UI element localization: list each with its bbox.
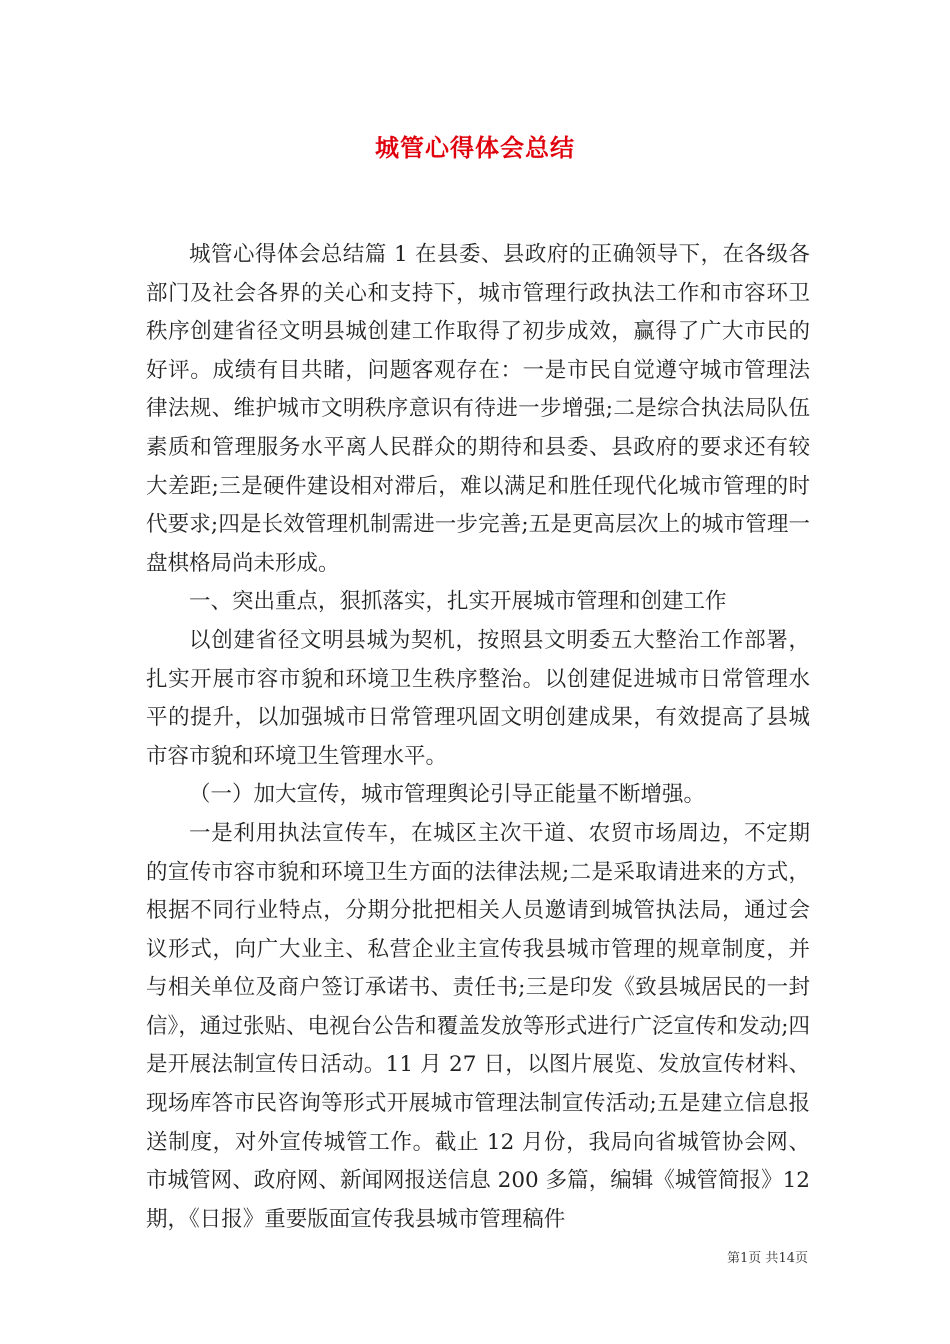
page-label-prefix: 第 [727,1251,741,1266]
paragraph: 城管心得体会总结篇 1 在县委、县政府的正确领导下，在各级各部门及社会各界的关心和支持下，城市管理行政执法工作和市容环卫秩序创建省径文明县城创建工作取得了初步成效，赢得了广大市民的好评。成绩有目共睹，问题客观存在：一是市民自觉遵守城市管理法律法规、维护城市文明秩序意识有待进一步增强;二是综合执法局队伍素质和管理服务水平离人民群众的期待和县委、县政府的要求还有较大差距;三是硬件建设相对滞后，难以满足和胜任现代化城市管理的时代要求;四是长效管理机制需进一步完善;五是更高层次上的城市管理一盘棋格局尚未形成。 [146,242,810,576]
page-label-suffix: 页 [794,1251,808,1266]
page-number-footer [727,1247,808,1266]
paragraph: 一是利用执法宣传车，在城区主次干道、农贸市场周边，不定期的宣传市容市貌和环境卫生方面的法律法规;二是采取请进来的方式，根据不同行业特点，分期分批把相关人员邀请到城管执法局，通过会议形式，向广大业主、私营企业主宣传我县城市管理的规章制度，并与相关单位及商户签订承诺书、责任书;三是印发《致县城居民的一封信》，通过张贴、电视台公告和覆盖发放等形式进行广泛宣传和发动;四是开展法制宣传日活动。11 月 27 日，以图片展览、发放宣传材料、现场库答市民咨询等形式开展城市管理法制宣传活动;五是建立信息报送制度，对外宣传城管工作。截止 12 月份，我局向省城管协会网、市城管网、政府网、新闻网报送信息 200 多篇，编辑《城管简报》12 期，《日报》重要版面宣传我县城市管理稿件 [146,820,810,1232]
paragraph: 以创建省径文明县城为契机，按照县文明委五大整治工作部署，扎实开展市容市貌和环境卫生秩序整治。以创建促进城市日常管理水平的提升，以加强城市日常管理巩固文明创建成果，有效提高了县城市容市貌和环境卫生管理水平。 [146,627,810,769]
page-label-middle: 页 共 [748,1251,779,1266]
subsection-heading: （一）加大宣传，城市管理舆论引导正能量不断增强。 [189,782,706,808]
page-total: 14 [778,1251,795,1266]
document-title: 城管心得体会总结 [375,133,575,162]
document-body [146,236,810,1239]
page-current: 1 [740,1251,749,1266]
section-heading: 一、突出重点，狠抓落实，扎实开展城市管理和创建工作 [189,589,727,615]
